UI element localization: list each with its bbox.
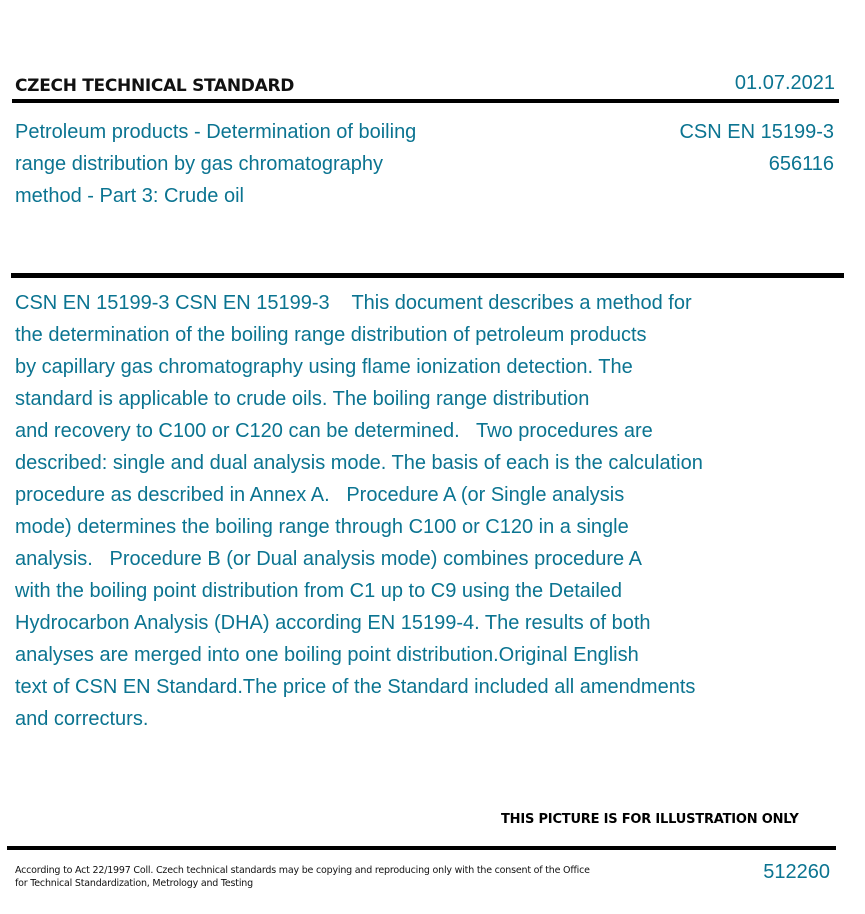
title-line: range distribution by gas chromatography xyxy=(15,153,383,175)
classification-number: 656116 xyxy=(768,153,834,175)
title-line: method - Part 3: Crude oil xyxy=(15,185,244,207)
footer-divider xyxy=(7,846,836,850)
standard-designation: CSN EN 15199-3 xyxy=(679,121,834,143)
abstract-line: described: single and dual analysis mode. The basis of each is the calculation xyxy=(15,452,703,474)
publication-date: 01.07.2021 xyxy=(734,72,835,94)
abstract-line: procedure as described in Annex A. Procedure A (or Single analysis xyxy=(15,484,625,506)
abstract-line: standard is applicable to crude oils. The boiling range distribution xyxy=(15,388,590,410)
header-divider xyxy=(12,99,839,103)
abstract-text xyxy=(15,287,703,735)
abstract-line: by capillary gas chromatography using flame ionization detection. The xyxy=(15,356,633,378)
legal-line: for Technical Standardization, Metrology and Testing xyxy=(15,878,253,889)
abstract-line: the determination of the boiling range distribution of petroleum products xyxy=(15,324,647,346)
document-id: 512260 xyxy=(763,861,830,883)
document-title xyxy=(15,116,416,212)
abstract-line: text of CSN EN Standard.The price of the Standard included all amendments xyxy=(15,676,696,698)
abstract-line: analyses are merged into one boiling point distribution.Original English xyxy=(15,644,639,666)
title-divider xyxy=(11,273,844,278)
abstract-line: Hydrocarbon Analysis (DHA) according EN 15199-4. The results of both xyxy=(15,612,651,634)
abstract-line: with the boiling point distribution from C1 up to C9 using the Detailed xyxy=(15,580,623,602)
illustration-disclaimer: THIS PICTURE IS FOR ILLUSTRATION ONLY xyxy=(501,812,799,827)
legal-line: According to Act 22/1997 Coll. Czech technical standards may be copying and reproducing only with the consent of the Office xyxy=(15,865,590,876)
standard-codes xyxy=(679,116,834,180)
legal-notice xyxy=(15,864,590,890)
abstract-line: CSN EN 15199-3 CSN EN 15199-3 This document describes a method for xyxy=(15,292,692,314)
standard-type-heading: CZECH TECHNICAL STANDARD xyxy=(15,76,295,96)
title-line: Petroleum products - Determination of boiling xyxy=(15,121,417,143)
abstract-line: and recovery to C100 or C120 can be determined. Two procedures are xyxy=(15,420,653,442)
abstract-line: mode) determines the boiling range through C100 or C120 in a single xyxy=(15,516,629,538)
abstract-line: and correcturs. xyxy=(15,708,149,730)
abstract-line: analysis. Procedure B (or Dual analysis mode) combines procedure A xyxy=(15,548,642,570)
